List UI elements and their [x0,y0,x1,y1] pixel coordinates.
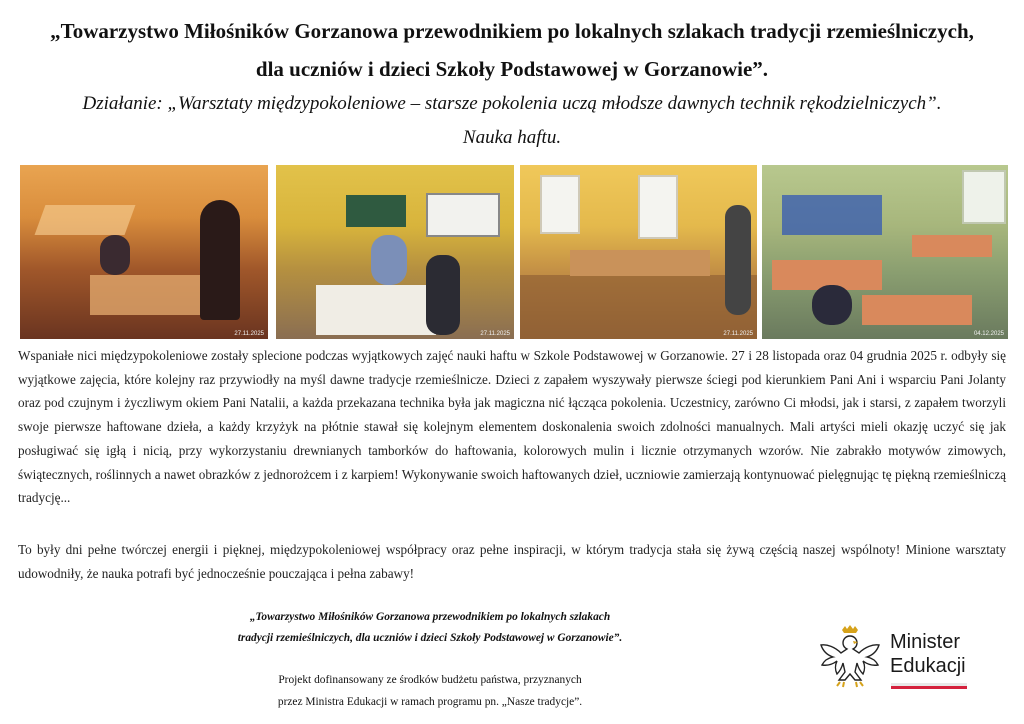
photo-date-stamp: 27.11.2025 [234,331,264,337]
funding-note-line1: Projekt dofinansowany ze środków budżetu państwa, przyznanych [278,674,582,686]
subtitle-line2: Nauka haftu. [462,127,562,148]
footer-project-title-line1: „Towarzystwo Miłośników Gorzanowa przewodnikiem po lokalnych szlakach [249,611,611,623]
photo-strip [20,165,1008,339]
logo-text-edukacji: Edukacji [890,655,966,677]
workshop-photo-1 [20,165,268,339]
photo-date-stamp: 04.12.2025 [973,331,1004,337]
subtitle-line1: Działanie: „Warsztaty międzypokoleniowe – starsze pokolenia uczą młodsze dawnych technik rękodzielniczych”. [82,93,942,114]
polish-eagle-emblem-icon [818,624,882,690]
photo-date-stamp: 27.11.2025 [480,331,510,337]
logo-text-minister: Minister [890,631,961,653]
footer-project-title-line2: tradycji rzemieślniczych, dla uczniów i dzieci Szkoły Podstawowej w Gorzanowie”. [237,632,623,644]
article-paragraph-2: To były dni pełne twórczej energii i pięknej, międzypokoleniowej współpracy oraz pełne inspiracji, w którym tradycja stała się żywą częścią naszej wspólnoty! Minione warsztaty udowodniły, że nauka potrafi być jednocześnie pouczająca i pełna zabawy! [18,542,1006,581]
polish-flag-stripe [891,683,967,689]
main-title-line2: dla uczniów i dzieci Szkoły Podstawowej w Gorzanowie”. [255,57,769,81]
workshop-photo-4 [762,165,1008,339]
funding-note-line2: przez Ministra Edukacji w ramach programu pn. „Nasze tradycje”. [277,696,583,708]
photo-date-stamp: 27.11.2025 [723,331,753,337]
main-title-line1: „Towarzystwo Miłośników Gorzanowa przewodnikiem po lokalnych szlakach tradycji rzemieślniczych, [50,19,974,43]
article-paragraph-1: Wspaniałe nici międzypokoleniowe zostały splecione podczas wyjątkowych zajęć nauki haftu w Szkole Podstawowej w Gorzanowie. 27 i 28 listopada oraz 04 grudnia 2025 r. odbyły się wyjątkowe zajęcia, które kolejny raz przywiodły na myśl dawne tradycje rzemieślnicze. Dzieci z zapałem wyszywały pierwsze ściegi pod kierunkiem Pani Ani i wsparciu Pani Jolanty oraz pod czujnym i życzliwym okiem Pani Natalii, a każda przekazana technika była jak magiczna nić łącząca pokolenia. Uczestnicy, zarówno Ci młodsi, jak i starsi, z zapałem tworzyli swoje pierwsze haftowane dzieła, a każdy krzyżyk na płótnie stawał się kolejnym elementem doskonalenia swoich zdolności manualnych. Mali artyści mieli okazję uczyć się jak posługiwać się igłą i nicią, przy wykorzystaniu drewnianych tamborków do haftowania, kolorowych mulin i licznie otrzymanych wzorów. Nie zabrakło motywów zimowych, świątecznych, roślinnych a nawet obrazków z jednorożcem i z karpiem! Wykonywanie swoich haftowanych dzieł, uczniowie zamierzają kontynuować pielęgnując tę piękną rzemieślniczą tradycję... [18,348,1006,506]
workshop-photo-2 [276,165,514,339]
workshop-photo-3 [520,165,757,339]
minister-edukacji-logo [818,620,978,694]
